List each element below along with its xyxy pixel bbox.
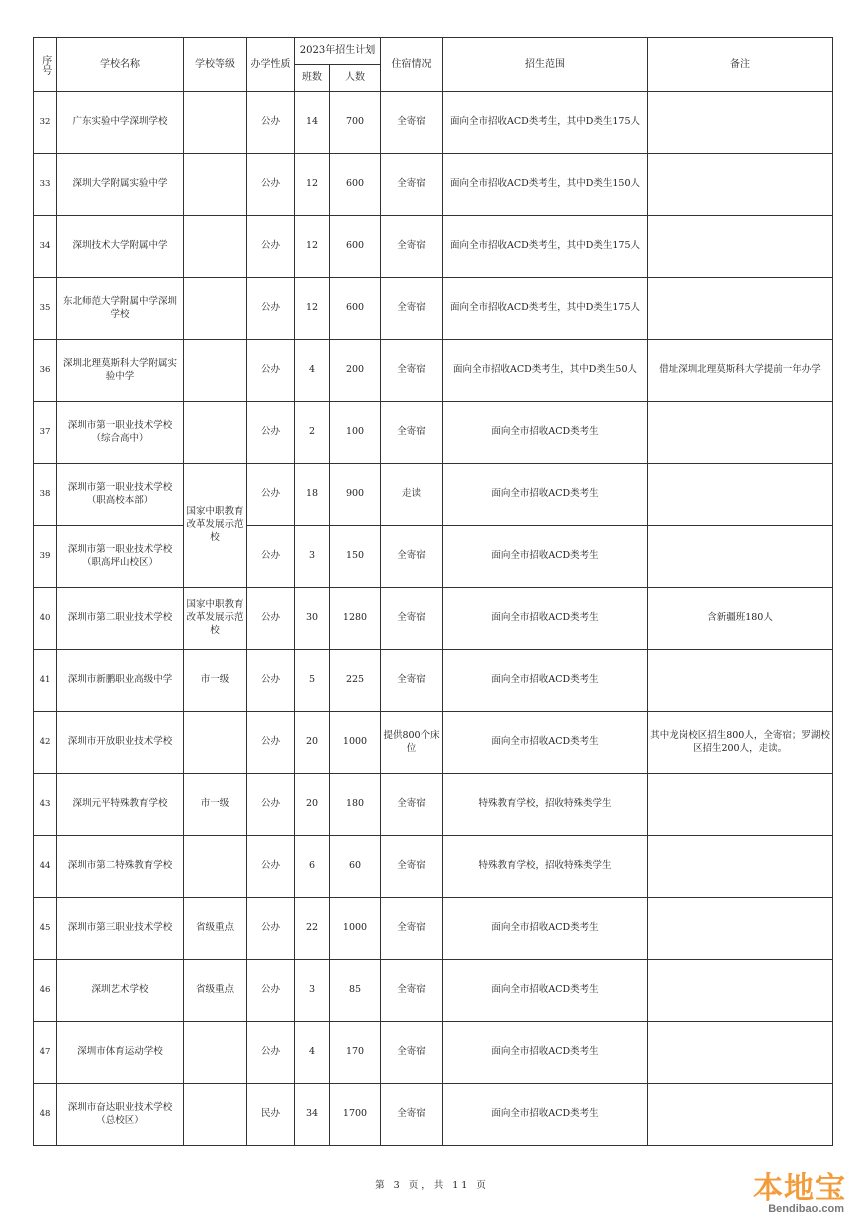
row-scope: 特殊教育学校，招收特殊类学生 bbox=[443, 774, 648, 836]
row-scope: 面向全市招收ACD类考生 bbox=[443, 650, 648, 712]
row-school-level bbox=[184, 1084, 247, 1146]
row-scope: 面向全市招收ACD类考生，其中D类生150人 bbox=[443, 154, 648, 216]
row-school-name: 深圳元平特殊教育学校 bbox=[57, 774, 184, 836]
header-boarding: 住宿情况 bbox=[381, 38, 443, 92]
row-nature: 公办 bbox=[247, 1022, 295, 1084]
row-nature: 公办 bbox=[247, 154, 295, 216]
row-boarding: 全寄宿 bbox=[381, 898, 443, 960]
header-people: 人数 bbox=[330, 65, 381, 92]
row-people: 225 bbox=[330, 650, 381, 712]
row-classes: 5 bbox=[295, 650, 330, 712]
row-seq: 38 bbox=[34, 464, 57, 526]
row-seq: 45 bbox=[34, 898, 57, 960]
row-people: 180 bbox=[330, 774, 381, 836]
header-remark: 备注 bbox=[648, 38, 833, 92]
row-seq: 41 bbox=[34, 650, 57, 712]
row-remark bbox=[648, 464, 833, 526]
row-boarding: 全寄宿 bbox=[381, 650, 443, 712]
table-row bbox=[34, 898, 833, 960]
table-row bbox=[34, 402, 833, 464]
row-seq: 40 bbox=[34, 588, 57, 650]
row-nature: 公办 bbox=[247, 92, 295, 154]
table-row bbox=[34, 1022, 833, 1084]
row-classes: 18 bbox=[295, 464, 330, 526]
row-scope: 面向全市招收ACD类考生 bbox=[443, 402, 648, 464]
row-remark bbox=[648, 92, 833, 154]
row-school-level bbox=[184, 836, 247, 898]
row-remark bbox=[648, 402, 833, 464]
row-classes: 3 bbox=[295, 960, 330, 1022]
row-school-name: 深圳市第一职业技术学校（职高坪山校区） bbox=[57, 526, 184, 588]
row-people: 900 bbox=[330, 464, 381, 526]
row-nature: 公办 bbox=[247, 650, 295, 712]
row-school-name: 深圳市第一职业技术学校（职高校本部） bbox=[57, 464, 184, 526]
header-enrollment-plan: 2023年招生计划 bbox=[295, 38, 381, 65]
row-nature: 公办 bbox=[247, 836, 295, 898]
row-classes: 34 bbox=[295, 1084, 330, 1146]
row-school-level: 省级重点 bbox=[184, 898, 247, 960]
row-nature: 公办 bbox=[247, 898, 295, 960]
row-classes: 4 bbox=[295, 340, 330, 402]
row-people: 1000 bbox=[330, 712, 381, 774]
table-row bbox=[34, 464, 833, 526]
row-remark bbox=[648, 278, 833, 340]
row-classes: 2 bbox=[295, 402, 330, 464]
row-nature: 公办 bbox=[247, 774, 295, 836]
row-school-level bbox=[184, 1022, 247, 1084]
row-classes: 22 bbox=[295, 898, 330, 960]
row-school-name: 深圳市第一职业技术学校（综合高中） bbox=[57, 402, 184, 464]
row-nature: 公办 bbox=[247, 712, 295, 774]
table-row bbox=[34, 960, 833, 1022]
row-scope: 面向全市招收ACD类考生 bbox=[443, 960, 648, 1022]
row-remark bbox=[648, 216, 833, 278]
row-school-name: 深圳市第二职业技术学校 bbox=[57, 588, 184, 650]
row-people: 60 bbox=[330, 836, 381, 898]
row-people: 100 bbox=[330, 402, 381, 464]
enrollment-table bbox=[33, 37, 833, 1146]
row-classes: 3 bbox=[295, 526, 330, 588]
row-seq: 33 bbox=[34, 154, 57, 216]
row-school-level bbox=[184, 402, 247, 464]
row-nature: 公办 bbox=[247, 464, 295, 526]
watermark-logo bbox=[742, 1163, 846, 1217]
row-seq: 46 bbox=[34, 960, 57, 1022]
row-nature: 民办 bbox=[247, 1084, 295, 1146]
table-row bbox=[34, 836, 833, 898]
row-school-name: 深圳北理莫斯科大学附属实验中学 bbox=[57, 340, 184, 402]
watermark-brand: 本地宝 bbox=[753, 1171, 846, 1206]
row-remark bbox=[648, 1022, 833, 1084]
row-school-level bbox=[184, 92, 247, 154]
row-nature: 公办 bbox=[247, 588, 295, 650]
row-seq: 32 bbox=[34, 92, 57, 154]
row-school-name: 深圳市奋达职业技术学校（总校区） bbox=[57, 1084, 184, 1146]
row-remark: 其中龙岗校区招生800人，全寄宿；罗湖校区招生200人，走读。 bbox=[648, 712, 833, 774]
header-seq: 序号 bbox=[34, 38, 57, 92]
row-seq: 43 bbox=[34, 774, 57, 836]
table-row bbox=[34, 650, 833, 712]
row-scope: 面向全市招收ACD类考生 bbox=[443, 1084, 648, 1146]
row-boarding: 全寄宿 bbox=[381, 92, 443, 154]
row-classes: 20 bbox=[295, 712, 330, 774]
table-row bbox=[34, 712, 833, 774]
table-row bbox=[34, 278, 833, 340]
table-row bbox=[34, 774, 833, 836]
row-people: 600 bbox=[330, 154, 381, 216]
row-school-name: 深圳市第三职业技术学校 bbox=[57, 898, 184, 960]
row-boarding: 全寄宿 bbox=[381, 216, 443, 278]
row-classes: 4 bbox=[295, 1022, 330, 1084]
row-people: 170 bbox=[330, 1022, 381, 1084]
row-nature: 公办 bbox=[247, 278, 295, 340]
row-boarding: 全寄宿 bbox=[381, 1084, 443, 1146]
row-school-level: 国家中职教育改革发展示范校 bbox=[184, 588, 247, 650]
row-classes: 20 bbox=[295, 774, 330, 836]
row-boarding: 提供800个床位 bbox=[381, 712, 443, 774]
table-row bbox=[34, 340, 833, 402]
row-scope: 面向全市招收ACD类考生，其中D类生175人 bbox=[443, 278, 648, 340]
row-school-level bbox=[184, 340, 247, 402]
row-scope: 面向全市招收ACD类考生 bbox=[443, 526, 648, 588]
row-remark bbox=[648, 898, 833, 960]
row-classes: 12 bbox=[295, 216, 330, 278]
table-row bbox=[34, 154, 833, 216]
row-remark bbox=[648, 836, 833, 898]
row-nature: 公办 bbox=[247, 526, 295, 588]
row-boarding: 全寄宿 bbox=[381, 1022, 443, 1084]
row-school-name: 深圳大学附属实验中学 bbox=[57, 154, 184, 216]
table-row bbox=[34, 1084, 833, 1146]
row-seq: 47 bbox=[34, 1022, 57, 1084]
table-row bbox=[34, 216, 833, 278]
row-boarding: 走读 bbox=[381, 464, 443, 526]
row-scope: 面向全市招收ACD类考生 bbox=[443, 588, 648, 650]
row-people: 85 bbox=[330, 960, 381, 1022]
row-school-name: 广东实验中学深圳学校 bbox=[57, 92, 184, 154]
row-boarding: 全寄宿 bbox=[381, 154, 443, 216]
row-school-level: 国家中职教育改革发展示范校 bbox=[184, 464, 247, 588]
row-scope: 面向全市招收ACD类考生 bbox=[443, 898, 648, 960]
row-scope: 面向全市招收ACD类考生，其中D类生50人 bbox=[443, 340, 648, 402]
row-school-name: 深圳市第二特殊教育学校 bbox=[57, 836, 184, 898]
table-row bbox=[34, 526, 833, 588]
row-boarding: 全寄宿 bbox=[381, 960, 443, 1022]
row-school-level: 市一级 bbox=[184, 650, 247, 712]
header-school-nature: 办学性质 bbox=[247, 38, 295, 92]
row-remark bbox=[648, 960, 833, 1022]
row-nature: 公办 bbox=[247, 960, 295, 1022]
row-classes: 6 bbox=[295, 836, 330, 898]
row-boarding: 全寄宿 bbox=[381, 774, 443, 836]
row-classes: 14 bbox=[295, 92, 330, 154]
row-seq: 44 bbox=[34, 836, 57, 898]
row-boarding: 全寄宿 bbox=[381, 526, 443, 588]
row-school-name: 深圳市体育运动学校 bbox=[57, 1022, 184, 1084]
row-school-level: 省级重点 bbox=[184, 960, 247, 1022]
header-school-name: 学校名称 bbox=[57, 38, 184, 92]
row-people: 600 bbox=[330, 216, 381, 278]
row-school-name: 深圳市新鹏职业高级中学 bbox=[57, 650, 184, 712]
row-classes: 30 bbox=[295, 588, 330, 650]
row-people: 1000 bbox=[330, 898, 381, 960]
row-classes: 12 bbox=[295, 154, 330, 216]
row-remark: 借址深圳北理莫斯科大学提前一年办学 bbox=[648, 340, 833, 402]
row-people: 1280 bbox=[330, 588, 381, 650]
row-school-level bbox=[184, 154, 247, 216]
row-school-level bbox=[184, 216, 247, 278]
row-people: 150 bbox=[330, 526, 381, 588]
row-remark bbox=[648, 154, 833, 216]
row-scope: 面向全市招收ACD类考生 bbox=[443, 464, 648, 526]
row-school-level bbox=[184, 712, 247, 774]
header-school-level: 学校等级 bbox=[184, 38, 247, 92]
page-number: 第 3 页，共 11 页 bbox=[375, 1180, 489, 1191]
row-school-name: 深圳技术大学附属中学 bbox=[57, 216, 184, 278]
row-remark bbox=[648, 526, 833, 588]
row-boarding: 全寄宿 bbox=[381, 340, 443, 402]
row-classes: 12 bbox=[295, 278, 330, 340]
row-boarding: 全寄宿 bbox=[381, 588, 443, 650]
row-seq: 48 bbox=[34, 1084, 57, 1146]
header-scope: 招生范围 bbox=[443, 38, 648, 92]
row-seq: 36 bbox=[34, 340, 57, 402]
row-seq: 42 bbox=[34, 712, 57, 774]
row-people: 700 bbox=[330, 92, 381, 154]
row-scope: 面向全市招收ACD类考生，其中D类生175人 bbox=[443, 92, 648, 154]
row-school-name: 深圳艺术学校 bbox=[57, 960, 184, 1022]
row-scope: 特殊教育学校，招收特殊类学生 bbox=[443, 836, 648, 898]
row-school-name: 东北师范大学附属中学深圳学校 bbox=[57, 278, 184, 340]
row-school-level: 市一级 bbox=[184, 774, 247, 836]
row-seq: 39 bbox=[34, 526, 57, 588]
table-row bbox=[34, 92, 833, 154]
table-row bbox=[34, 588, 833, 650]
row-nature: 公办 bbox=[247, 340, 295, 402]
row-scope: 面向全市招收ACD类考生，其中D类生175人 bbox=[443, 216, 648, 278]
watermark-url: Bendibao.com bbox=[768, 1203, 844, 1215]
row-scope: 面向全市招收ACD类考生 bbox=[443, 712, 648, 774]
row-remark bbox=[648, 774, 833, 836]
row-people: 600 bbox=[330, 278, 381, 340]
row-boarding: 全寄宿 bbox=[381, 402, 443, 464]
row-boarding: 全寄宿 bbox=[381, 278, 443, 340]
row-school-name: 深圳市开放职业技术学校 bbox=[57, 712, 184, 774]
row-seq: 34 bbox=[34, 216, 57, 278]
row-school-level bbox=[184, 278, 247, 340]
row-nature: 公办 bbox=[247, 216, 295, 278]
row-seq: 35 bbox=[34, 278, 57, 340]
row-nature: 公办 bbox=[247, 402, 295, 464]
row-people: 1700 bbox=[330, 1084, 381, 1146]
header-classes: 班数 bbox=[295, 65, 330, 92]
row-remark bbox=[648, 1084, 833, 1146]
row-remark bbox=[648, 650, 833, 712]
row-seq: 37 bbox=[34, 402, 57, 464]
row-scope: 面向全市招收ACD类考生 bbox=[443, 1022, 648, 1084]
row-remark: 含新疆班180人 bbox=[648, 588, 833, 650]
row-boarding: 全寄宿 bbox=[381, 836, 443, 898]
row-people: 200 bbox=[330, 340, 381, 402]
